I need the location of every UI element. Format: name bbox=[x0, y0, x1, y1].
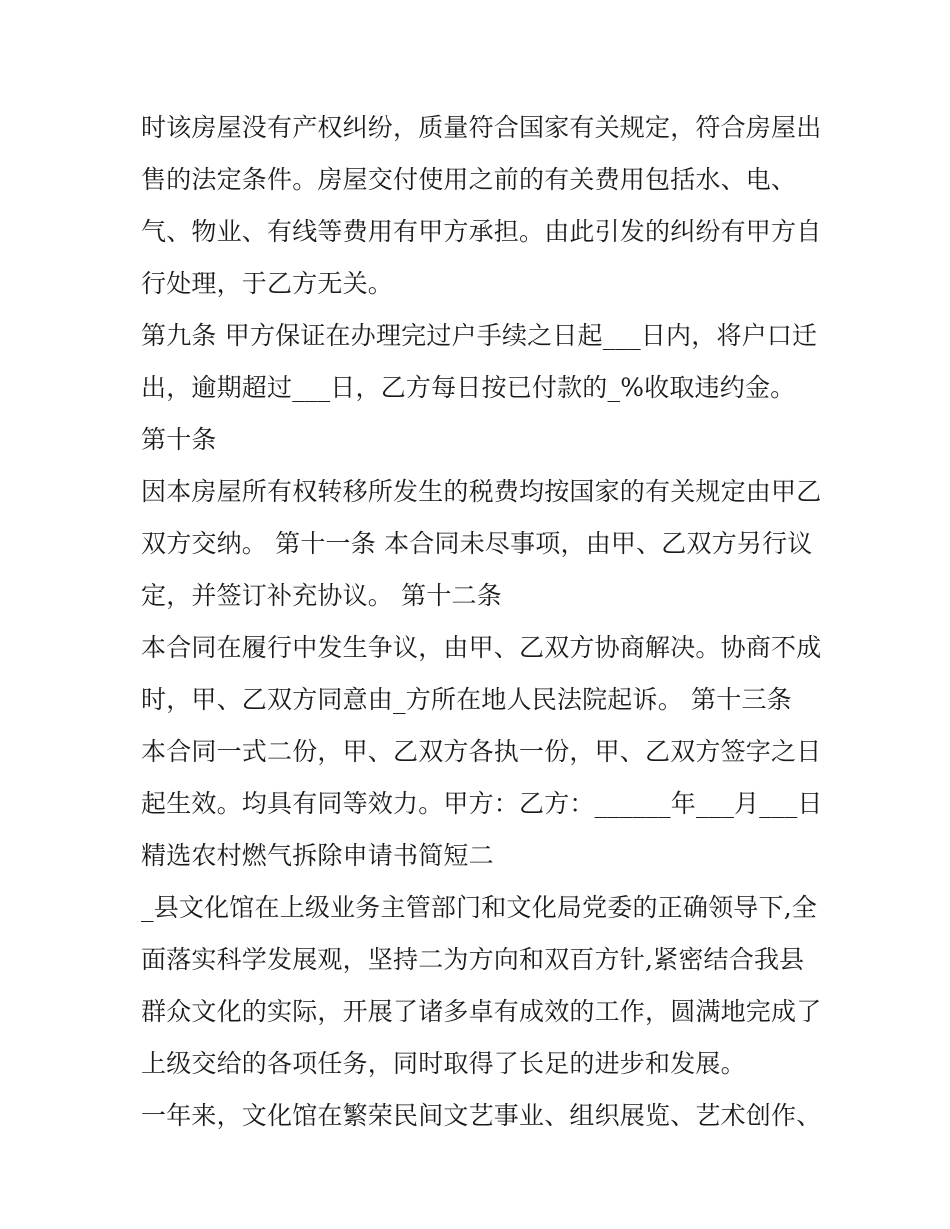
text-line: 气、物业、有线等费用有甲方承担。由此引发的纠纷有甲方自 bbox=[141, 217, 822, 246]
section-title: 精选农村燃气拆除申请书简短二 bbox=[141, 841, 494, 870]
text-line: 本合同在履行中发生争议，由甲、乙双方协商解决。协商不成 bbox=[141, 633, 822, 662]
text-line: 面落实科学发展观，坚持二为方向和双百方针,紧密结合我县 bbox=[141, 945, 805, 974]
text-line: 因本房屋所有权转移所发生的税费均按国家的有关规定由甲乙 bbox=[141, 477, 822, 506]
text-line: 群众文化的实际，开展了诸多卓有成效的工作，圆满地完成了 bbox=[141, 997, 822, 1026]
text-line: 时该房屋没有产权纠纷，质量符合国家有关规定，符合房屋出 bbox=[141, 113, 822, 142]
article-10-heading: 第十条 bbox=[141, 425, 217, 454]
signature-date-line: 起生效。均具有同等效力。甲方：乙方：______年___月___日 bbox=[141, 789, 823, 818]
text-line: _县文化馆在上级业务主管部门和文化局党委的正确领导下,全 bbox=[141, 893, 818, 922]
text-line: 出，逾期超过___日，乙方每日按已付款的_%收取违约金。 bbox=[141, 373, 796, 402]
text-line: 行处理，于乙方无关。 bbox=[141, 269, 394, 298]
text-line: 本合同一式二份，甲、乙双方各执一份，甲、乙双方签字之日 bbox=[141, 737, 822, 766]
text-line: 时，甲、乙双方同意由_方所在地人民法院起诉。 第十三条 bbox=[141, 685, 792, 714]
text-line: 双方交纳。 第十一条 本合同未尽事项，由甲、乙双方另行议 bbox=[141, 529, 813, 558]
text-line: 定，并签订补充协议。 第十二条 bbox=[141, 581, 502, 610]
text-line: 一年来，文化馆在繁荣民间文艺事业、组织展览、艺术创作、 bbox=[141, 1101, 822, 1130]
text-line: 售的法定条件。房屋交付使用之前的有关费用包括水、电、 bbox=[141, 165, 797, 194]
text-line: 上级交给的各项任务，同时取得了长足的进步和发展。 bbox=[141, 1049, 746, 1078]
article-9-line: 第九条 甲方保证在办理完过户手续之日起___日内，将户口迁 bbox=[141, 321, 818, 350]
